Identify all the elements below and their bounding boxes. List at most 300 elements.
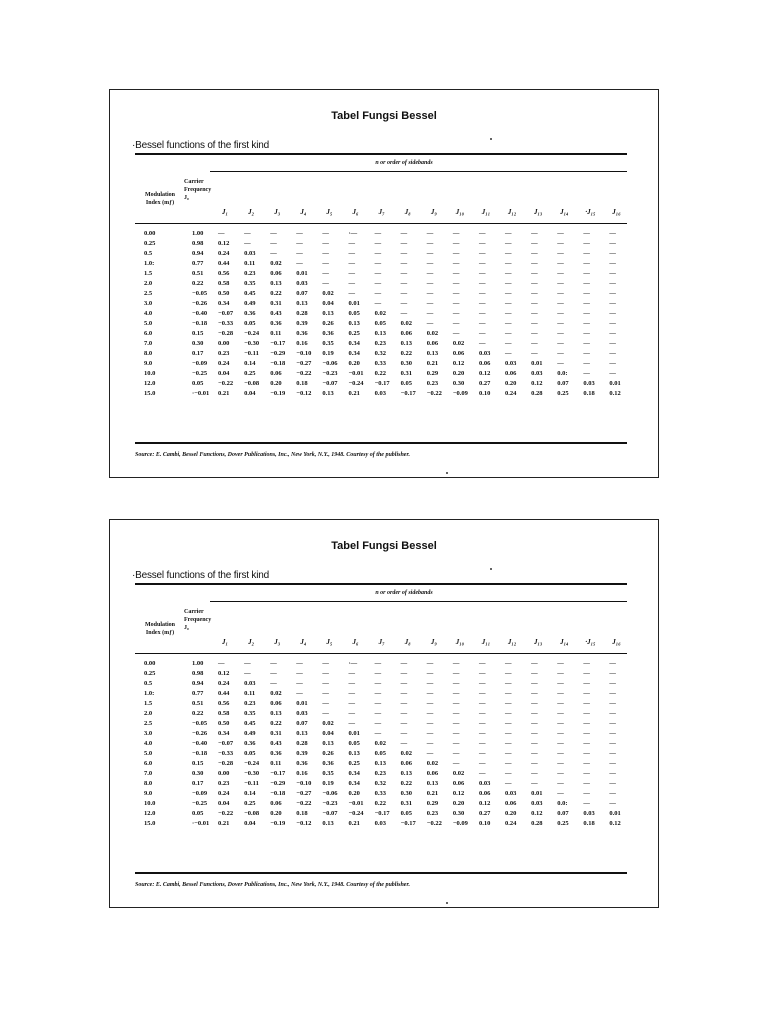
table-cell: — <box>270 669 277 677</box>
table-cell: 1.00 <box>192 659 204 667</box>
table-cell: 0.5 <box>144 249 153 257</box>
table-cell: 0.44 <box>218 689 230 697</box>
table-cell: −0.19 <box>270 390 286 398</box>
table-cell: 0.11 <box>244 689 256 697</box>
table-cell: 0.24 <box>218 790 230 798</box>
table-cell: 0.06 <box>426 340 439 348</box>
table-cell: 0.15 <box>192 759 204 767</box>
table-cell: — <box>505 719 512 727</box>
table-cell: −0.09 <box>192 360 208 368</box>
table-cell: — <box>426 269 434 277</box>
table-cell: — <box>348 669 355 677</box>
table-cell: — <box>322 239 329 247</box>
table-row <box>138 678 636 688</box>
table-cell: 0.06 <box>400 759 413 767</box>
table-cell: −0.26 <box>192 729 208 737</box>
table-cell: — <box>531 739 538 747</box>
table-row <box>138 288 636 298</box>
table-cell: — <box>426 289 434 297</box>
table-cell: — <box>609 239 616 247</box>
table-cell: — <box>374 659 382 667</box>
table-cell: 0.03 <box>374 820 386 828</box>
table-cell: — <box>505 679 512 687</box>
table-cell: −0.22 <box>218 380 234 388</box>
table-cell: 0.30 <box>452 810 465 818</box>
table-cell: 0.34 <box>348 770 360 778</box>
table-cell: 0.36 <box>270 319 282 327</box>
table-cell: 0.23 <box>218 350 230 358</box>
table-cell: — <box>400 719 408 727</box>
column-header: J₈ <box>404 208 411 216</box>
table-cell: 0.45 <box>244 719 256 727</box>
table-cell: — <box>400 659 408 667</box>
column-header: J₁₂ <box>507 208 517 216</box>
speck <box>490 568 492 570</box>
bessel-table <box>138 658 636 829</box>
table-cell: — <box>374 699 382 707</box>
table-cell: 0.50 <box>218 289 230 297</box>
table-cell: — <box>557 679 564 687</box>
table-cell: — <box>348 689 355 697</box>
table-cell: — <box>452 279 460 287</box>
table-cell: ·−0.01 <box>192 820 210 828</box>
table-cell: — <box>609 350 616 358</box>
column-header: J₁₃ <box>533 638 543 646</box>
table-cell: 0.22 <box>374 800 386 808</box>
table-cell: 0.03 <box>296 279 308 287</box>
table-cell: — <box>583 249 590 257</box>
table-cell: 0.02 <box>452 770 465 778</box>
table-cell: — <box>374 719 382 727</box>
top-rule <box>135 153 627 155</box>
table-row <box>138 748 636 758</box>
table-cell: — <box>557 780 564 788</box>
table-cell: — <box>609 699 616 707</box>
table-row <box>138 268 636 278</box>
table-cell: — <box>531 699 538 707</box>
table-cell: 0.22 <box>270 719 282 727</box>
table-cell: — <box>478 659 486 667</box>
table-cell: — <box>452 659 460 667</box>
table-cell: 0.36 <box>244 739 256 747</box>
table-cell: — <box>609 739 616 747</box>
table-cell: 0.13 <box>400 340 413 348</box>
table-cell: 0.12 <box>218 239 230 247</box>
table-cell: 0.77 <box>192 689 204 697</box>
table-row <box>138 688 636 698</box>
table-cell: — <box>557 279 564 287</box>
table-cell: — <box>400 739 408 747</box>
table-row <box>138 718 636 728</box>
table-cell: — <box>531 340 538 348</box>
table-cell: — <box>452 319 460 327</box>
table-cell: 0.21 <box>218 390 230 398</box>
table-cell: 0.30 <box>400 360 413 368</box>
table-cell: — <box>400 249 408 257</box>
table-cell: — <box>296 249 303 257</box>
table-cell: 0.18 <box>583 390 595 398</box>
table-cell: −0.10 <box>296 350 312 358</box>
table-cell: 0.21 <box>426 790 439 798</box>
table-cell: ·— <box>348 659 358 667</box>
table-cell: 0.94 <box>192 679 204 687</box>
source-note: Source: E. Cambi, Bessel Functions, Dover Publications, Inc., New York, N.Y., 1948. Courtesy of the publisher. <box>135 882 410 888</box>
table-cell: 15.0 <box>144 390 156 398</box>
table-cell: — <box>583 259 590 267</box>
column-header: J₂ <box>248 638 255 646</box>
table-cell: 0.23 <box>244 699 256 707</box>
table-cell: 6.0 <box>144 759 153 767</box>
table-cell: 0.06 <box>505 370 517 378</box>
table-row <box>138 278 636 288</box>
table-cell: 0.28 <box>296 739 308 747</box>
table-cell: — <box>583 770 590 778</box>
table-cell: — <box>609 669 616 677</box>
table-cell: 0.13 <box>296 299 308 307</box>
table-cell: 0.13 <box>348 749 360 757</box>
table-cell: 0.94 <box>192 249 204 257</box>
table-cell: −0.25 <box>192 800 208 808</box>
table-cell: — <box>426 239 434 247</box>
table-cell: — <box>609 749 616 757</box>
table-cell: 0.04 <box>218 370 230 378</box>
table-cell: 0.31 <box>400 800 413 808</box>
table-cell: — <box>557 329 564 337</box>
table-cell: — <box>505 689 512 697</box>
table-cell: −0.11 <box>244 780 259 788</box>
table-subtitle: ·Bessel functions of the first kind <box>132 140 269 151</box>
table-cell: — <box>452 299 460 307</box>
table-cell: 0.05 <box>374 749 386 757</box>
table-cell: 0.12 <box>478 370 491 378</box>
table-cell: — <box>531 259 538 267</box>
table-cell: 0.06 <box>478 790 491 798</box>
column-header: J₁₀ <box>455 638 465 646</box>
bottom-rule <box>135 872 627 874</box>
table-cell: — <box>583 299 590 307</box>
speck <box>446 472 448 474</box>
table-cell: — <box>296 669 303 677</box>
table-cell: — <box>322 249 329 257</box>
modulation-index-header: Modulation Index (mƒ) <box>144 192 175 206</box>
header-rule <box>135 223 627 224</box>
table-cell: — <box>583 370 590 378</box>
table-cell: — <box>452 329 460 337</box>
table-cell: 0.11 <box>270 759 282 767</box>
source-note: Source: E. Cambi, Bessel Functions, Dover Publications, Inc., New York, N.Y., 1948. Courtesy of the publisher. <box>135 452 410 458</box>
table-cell: — <box>583 309 590 317</box>
table-cell: 2.0 <box>144 709 153 717</box>
table-row <box>138 238 636 248</box>
table-cell: — <box>505 269 512 277</box>
table-cell: — <box>583 239 590 247</box>
column-header: J₁₀ <box>455 208 465 216</box>
table-cell: — <box>609 279 616 287</box>
table-cell: 5.0 <box>144 319 153 327</box>
table-cell: 0.14 <box>244 790 256 798</box>
table-cell: — <box>244 669 251 677</box>
table-cell: 2.5 <box>144 289 153 297</box>
table-cell: — <box>296 239 303 247</box>
table-cell: 0.13 <box>426 350 439 358</box>
table-cell: — <box>557 319 564 327</box>
table-cell: 0.30 <box>192 770 204 778</box>
table-cell: 0.25 <box>348 759 360 767</box>
table-cell: 0.36 <box>322 329 334 337</box>
table-cell: −0.17 <box>374 810 390 818</box>
table-cell: 0.03 <box>505 360 517 368</box>
table-cell: — <box>531 279 538 287</box>
table-cell: 0.18 <box>296 810 308 818</box>
table-cell: 0.02 <box>452 340 465 348</box>
table-cell: −0.24 <box>244 329 260 337</box>
table-cell: −0.18 <box>270 360 286 368</box>
table-cell: 0.26 <box>322 749 334 757</box>
table-cell: — <box>478 249 486 257</box>
table-cell: 0.13 <box>322 820 334 828</box>
table-cell: — <box>557 759 564 767</box>
carrier-frequency-header: Carrier Frequency J₀ <box>184 609 212 631</box>
bottom-rule <box>135 442 627 444</box>
table-cell: — <box>374 679 382 687</box>
table-cell: — <box>452 739 460 747</box>
table-cell: −0.17 <box>400 390 416 398</box>
table-cell: 0.13 <box>400 770 413 778</box>
table-row <box>138 708 636 718</box>
table-cell: — <box>609 709 616 717</box>
table-cell: — <box>583 719 590 727</box>
table-cell: 1.5 <box>144 269 153 277</box>
table-cell: 0.13 <box>270 709 282 717</box>
table-cell: — <box>478 289 486 297</box>
table-cell: — <box>583 669 590 677</box>
table-cell: 0.13 <box>270 279 282 287</box>
table-cell: — <box>505 770 512 778</box>
table-cell: — <box>505 319 512 327</box>
table-cell: 0.30 <box>400 790 413 798</box>
table-cell: −0.22 <box>426 390 442 398</box>
table-cell: — <box>557 709 564 717</box>
table-cell: 0.39 <box>296 319 308 327</box>
table-cell: −0.08 <box>244 810 260 818</box>
table-cell: — <box>452 269 460 277</box>
table-cell: 0.20 <box>348 790 360 798</box>
table-cell: 0.05 <box>400 380 413 388</box>
sideband-header: n or order of sidebands <box>375 160 433 166</box>
table-cell: — <box>270 229 277 237</box>
table-cell: 0.13 <box>374 759 386 767</box>
table-cell: −0.24 <box>348 380 364 388</box>
table-cell: — <box>322 279 329 287</box>
table-cell: — <box>557 269 564 277</box>
table-cell: −0.18 <box>192 749 208 757</box>
table-cell: — <box>374 289 382 297</box>
table-cell: 0.22 <box>192 709 204 717</box>
table-row <box>138 758 636 768</box>
table-cell: −0.07 <box>218 309 234 317</box>
table-cell: — <box>583 269 590 277</box>
table-cell: 8.0 <box>144 780 153 788</box>
table-cell: — <box>478 229 486 237</box>
table-cell: 0.34 <box>348 350 360 358</box>
table-cell: −0.06 <box>322 360 338 368</box>
table-cell: −0.09 <box>452 820 468 828</box>
table-cell: 0.30 <box>452 380 465 388</box>
table-cell: — <box>426 259 434 267</box>
table-cell: 0.23 <box>426 380 439 388</box>
table-cell: 2.5 <box>144 719 153 727</box>
table-cell: 0.03 <box>244 249 256 257</box>
table-cell: — <box>426 719 434 727</box>
table-cell: — <box>505 249 512 257</box>
table-cell: — <box>505 699 512 707</box>
table-cell: −0.10 <box>296 780 312 788</box>
table-cell: 0.18 <box>583 820 595 828</box>
table-cell: 0.20 <box>452 370 465 378</box>
table-cell: −0.07 <box>322 380 338 388</box>
table-cell: 0.50 <box>218 719 230 727</box>
table-cell: 0.21 <box>426 360 439 368</box>
table-cell: — <box>400 309 408 317</box>
table-cell: — <box>244 659 251 667</box>
table-cell: 0.44 <box>218 259 230 267</box>
table-cell: −0.17 <box>270 340 286 348</box>
table-cell: — <box>583 659 590 667</box>
table-cell: — <box>374 239 382 247</box>
table-row <box>138 318 636 328</box>
table-cell: — <box>348 709 355 717</box>
table-cell: — <box>531 729 538 737</box>
table-cell: 0.01 <box>296 269 308 277</box>
sideband-rule <box>210 601 627 602</box>
modulation-index-header: Modulation Index (mƒ) <box>144 622 175 636</box>
table-cell: 0.06 <box>270 269 282 277</box>
table-cell: — <box>609 729 616 737</box>
table-cell: 0.58 <box>218 709 230 717</box>
table-cell: — <box>609 229 616 237</box>
table-cell: 0.28 <box>531 390 543 398</box>
table-row <box>138 799 636 809</box>
speck <box>446 902 448 904</box>
table-cell: — <box>531 319 538 327</box>
table-cell: — <box>452 679 460 687</box>
table-cell: — <box>322 269 329 277</box>
table-cell: — <box>374 249 382 257</box>
table-cell: 0.04 <box>244 390 256 398</box>
table-cell: — <box>583 319 590 327</box>
table-cell: −0.07 <box>218 739 234 747</box>
table-cell: — <box>557 669 564 677</box>
column-header: J₁₆ <box>612 208 621 216</box>
table-cell: 1.0: <box>144 259 155 267</box>
table-cell: 0.32 <box>374 780 386 788</box>
table-cell: 0.51 <box>192 269 204 277</box>
table-cell: — <box>505 340 512 348</box>
table-cell: 0.36 <box>322 759 334 767</box>
table-cell: — <box>531 759 538 767</box>
table-cell: — <box>583 229 590 237</box>
table-cell: — <box>452 259 460 267</box>
table-cell: — <box>557 739 564 747</box>
table-cell: −0.28 <box>218 759 234 767</box>
table-cell: — <box>583 749 590 757</box>
table-cell: — <box>426 699 434 707</box>
table-cell: — <box>348 259 355 267</box>
table-cell: 0.21 <box>348 820 360 828</box>
bessel-table <box>138 228 636 399</box>
table-cell: 0.24 <box>218 249 230 257</box>
table-cell: −0.30 <box>244 340 260 348</box>
column-header: J₁₄ <box>560 638 569 646</box>
table-cell: — <box>557 259 564 267</box>
table-cell: — <box>296 259 303 267</box>
table-cell: 0.07 <box>557 810 569 818</box>
column-header: J₉ <box>430 638 437 646</box>
table-cell: — <box>322 679 329 687</box>
table-cell: — <box>478 269 486 277</box>
table-cell: 0.06 <box>452 780 465 788</box>
column-header: J₁₄ <box>560 208 569 216</box>
table-row <box>138 308 636 318</box>
table-cell: 0.10 <box>478 390 491 398</box>
table-cell: — <box>478 340 486 348</box>
table-cell: 0.32 <box>374 350 386 358</box>
table-cell: 0.0: <box>557 800 568 808</box>
table-row <box>138 379 636 389</box>
table-cell: — <box>583 800 590 808</box>
table-cell: 0.49 <box>244 299 256 307</box>
column-header: J₃ <box>274 638 281 646</box>
table-cell: — <box>609 759 616 767</box>
table-cell: — <box>609 319 616 327</box>
table-cell: — <box>557 309 564 317</box>
table-cell: — <box>609 340 616 348</box>
column-header: J₉ <box>430 208 437 216</box>
table-cell: −0.29 <box>270 780 286 788</box>
table-cell: −0.28 <box>218 329 234 337</box>
table-cell: — <box>531 239 538 247</box>
table-cell: 0.17 <box>192 350 204 358</box>
table-cell: — <box>505 729 512 737</box>
table-cell: 7.0 <box>144 340 153 348</box>
table-cell: — <box>426 709 434 717</box>
table-cell: — <box>531 780 538 788</box>
table-cell: −0.11 <box>244 350 259 358</box>
table-cell: — <box>531 689 538 697</box>
table-cell: 1.0: <box>144 689 155 697</box>
table-cell: 0.19 <box>322 780 334 788</box>
table-cell: — <box>322 229 329 237</box>
table-cell: — <box>400 699 408 707</box>
table-cell: — <box>348 269 355 277</box>
table-cell: — <box>557 659 564 667</box>
table-cell: 0.25 <box>557 390 569 398</box>
table-row <box>138 339 636 349</box>
table-row <box>138 769 636 779</box>
table-cell: 0.31 <box>400 370 413 378</box>
table-cell: — <box>583 289 590 297</box>
table-cell: — <box>609 800 616 808</box>
table-cell: 0.35 <box>244 279 256 287</box>
table-row <box>138 298 636 308</box>
table-cell: 0.14 <box>244 360 256 368</box>
table-cell: — <box>348 239 355 247</box>
table-cell: — <box>505 309 512 317</box>
table-cell: 0.06 <box>452 350 465 358</box>
table-cell: 0.25 <box>244 800 256 808</box>
table-cell: −0.19 <box>270 820 286 828</box>
table-cell: 12.0 <box>144 810 156 818</box>
